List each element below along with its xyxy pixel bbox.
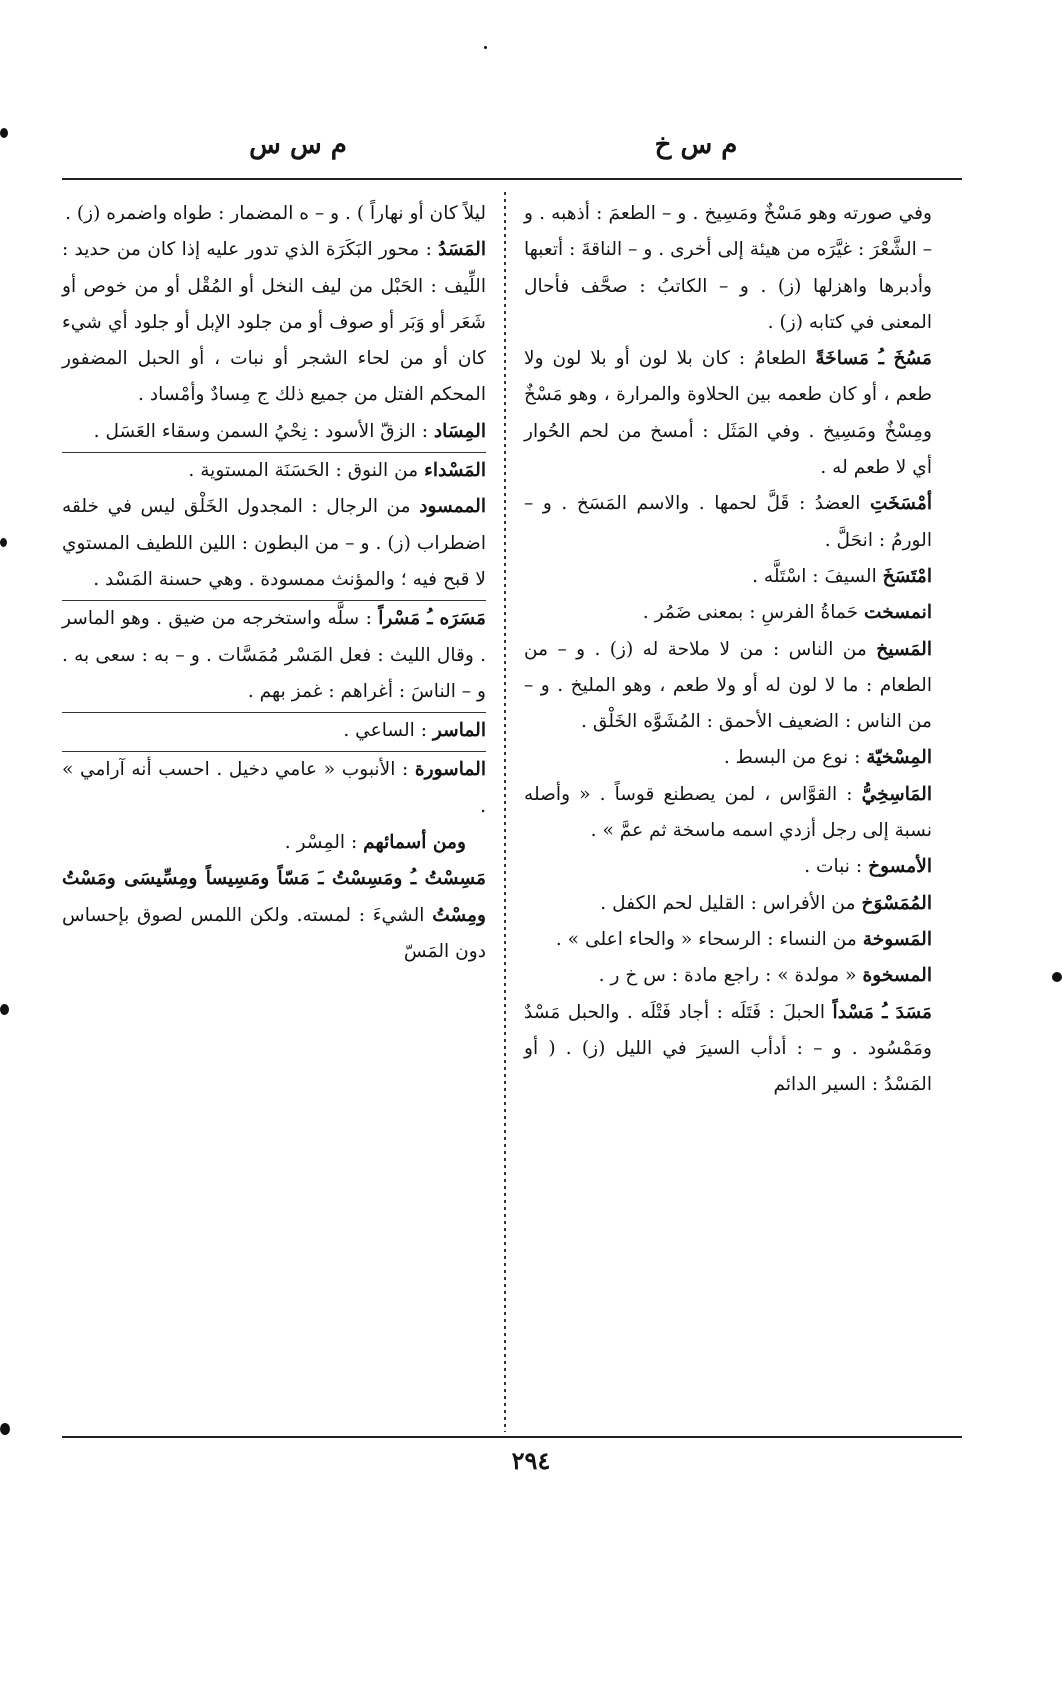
entry-text: من النساء : الرسحاء « والحاء اعلى » .: [555, 928, 863, 950]
right-column: [524, 196, 932, 1103]
left-column: [62, 196, 486, 970]
entry-headword: الممسود: [419, 496, 486, 518]
scan-speck: [1052, 972, 1062, 982]
entry-text: السيفَ : اسْتَلَّه .: [752, 565, 883, 587]
entry-headword: المَسْداء: [424, 460, 486, 482]
entry-text: من الرجال : المجدول الخَلْق ليس في خلقه اضطراب (ز) . و – من البطون : اللين اللطيف المستوي لا قبح فيه ؛ والمؤنث ممسودة . وهي حسنة المَسْد .: [62, 496, 486, 590]
entry-headword: المَاسِخِيُّ: [861, 783, 932, 805]
entry-headword: انمسخت: [864, 602, 932, 624]
entry-headword: ومن أسمائهم: [363, 832, 466, 854]
dictionary-entry: [524, 886, 932, 922]
entry-text: : القوَّاس ، لمن يصطنع قوساً . « وأصله نسبة إلى رجل أزدي اسمه ماسخة ثم عمَّ » .: [524, 783, 932, 842]
entry-text: : الساعي .: [343, 720, 433, 742]
entry-text: : محور البَكَرَة الذي تدور عليه إذا كان من حديد : اللِّيف : الحَبْل من ليف النخل أو المُقْل أو من خوص أو شَعَر أو وَبَر أو صوف أو من جلود الإبل أو جلود أي شيء كان أو من لحاء الشجر أو نبات ، أو الحبل المضفور المحكم الفتل من جميع ذلك ج مِسادٌ وأمْساد .: [62, 239, 486, 406]
entry-text: من النوق : الحَسَنَة المستوية .: [188, 460, 425, 482]
entry-text: : نبات .: [804, 856, 869, 878]
entry-headword: المسخوة: [862, 965, 932, 987]
entry-headword: المَسوخة: [862, 928, 932, 950]
dictionary-entry: [524, 559, 932, 595]
entry-headword: الأمسوخ: [868, 856, 932, 878]
entry-headword: مَسَدَ ـُ مَسْداً: [832, 1001, 932, 1023]
entry-text: الطعامُ : كان بلا لون أو بلا لون ولا طعم ، أو كان طعمه بين الحلاوة والمرارة ، وهو مَسْخٌ ومِسْخٌ ومَسِيخ . وفي المَثَل : أمسخ من لحم الحُوار أي لا طعم له .: [524, 348, 932, 479]
entry-text: وفي صورته وهو مَسْخٌ ومَسِيخ . و – الطعمَ : أذهبه . و – الشَّعْرَ : غيَّرَه من هيئة إلى أخرى . و – الناقةَ : أتعبها وأدبرها واهزلها (ز) . و – الكاتبُ : صحَّف فأحال المعنى في كتابه (ز) .: [524, 203, 932, 333]
scan-speck: [0, 1004, 9, 1015]
scan-speck: [0, 128, 8, 138]
entry-text: : الأنبوب « عامي دخيل . احسب أنه آرامي » .: [62, 759, 486, 817]
dictionary-entry: [62, 452, 486, 489]
entry-headword: مَسُخَ ـُ مَساخَةً: [815, 348, 933, 370]
entry-headword: المُمَسْوَخ: [861, 892, 932, 914]
header-rule: [62, 178, 962, 180]
entry-text: من الناس : من لا ملاحة له (ز) . و – من الطعام : ما لا لون له أو ولا طعم ، وهو المليخ . و – من الناس : الضعيف الأحمق : المُشَوَّه الخَلْق .: [524, 638, 932, 733]
header-root-left: م س س: [249, 130, 347, 160]
entry-headword: المَسَدُ: [438, 239, 486, 261]
scan-speck: [0, 538, 7, 547]
entry-text: من الأفراس : القليل لحم الكفل .: [600, 892, 862, 914]
scan-speck: [484, 46, 487, 49]
dictionary-entry: [62, 751, 486, 825]
dictionary-entry: [62, 489, 486, 598]
scan-speck: [0, 1423, 10, 1435]
page-number: ٢٩٤: [511, 1446, 551, 1475]
entry-text: الحبلَ : فَتَلَه : أجاد فَتْلَه . والحبل مَسْدٌ ومَمْسُود . و – : أدأب السيرَ في الليل (ز) . ( أو المَسْدُ : السير الدائم: [524, 1001, 932, 1096]
dictionary-entry: [524, 632, 932, 741]
dictionary-entry: [62, 196, 486, 232]
entry-headword: مَسَرَه ـُ مَسْراً: [378, 608, 487, 630]
entry-headword: امْتَسَخَ: [882, 565, 932, 587]
entry-text: ليلاً كان أو نهاراً ) . و – ه المضمار : طواه واضمره (ز) .: [65, 203, 486, 224]
dictionary-entry: [524, 341, 932, 486]
entry-headword: مَسِسْتُ ـُ ومَسِسْتُ ـَ مَسّاً ومَسِيساً ومِسِّيسَى ومَسْتُ ومِسْتُ: [62, 868, 486, 926]
dictionary-entry: [62, 825, 486, 861]
dictionary-entry: [62, 414, 486, 450]
entry-headword: الماسر: [432, 720, 486, 742]
dictionary-entry: [524, 740, 932, 776]
entry-text: : سلَّه واستخرجه من ضيق . وهو الماسر . وقال الليث : فعل المَسْر مُمَسَّات . و – به : سعى به . و – الناسَ : أغراهم : غمز بهم .: [62, 608, 486, 702]
dictionary-entry: [524, 486, 932, 559]
dictionary-entry: [62, 712, 486, 749]
header-root-right: م س خ: [654, 130, 738, 160]
entry-text: العضدُ : قَلَّ لحمها . والاسم المَسَخ . و – الورمُ : انحَلَّ .: [524, 493, 932, 551]
dictionary-entry: [524, 995, 932, 1104]
dictionary-entry: [62, 600, 486, 710]
dictionary-entry: [524, 958, 932, 994]
entry-text: : المِسْر .: [284, 832, 364, 854]
entry-text: « مولدة » : راجع مادة : س خ ر .: [598, 965, 863, 987]
entry-text: : نوع من البسط .: [723, 747, 867, 769]
entry-headword: المِسَاد: [433, 420, 486, 442]
dictionary-entry: [524, 595, 932, 631]
dictionary-entry: [524, 777, 932, 850]
dictionary-entry: [524, 922, 932, 958]
entry-headword: أمْسَخَتِ: [870, 493, 932, 515]
footer-rule: [62, 1436, 962, 1438]
column-divider: [504, 192, 506, 1432]
entry-headword: المَسيخ: [876, 638, 932, 660]
entry-text: : الزقّ الأسود : نِحْيُ السمن وسقاء العَسَل .: [93, 420, 434, 442]
entry-headword: المِسْخيّة: [866, 747, 932, 769]
dictionary-entry: [524, 849, 932, 885]
entry-text: حَماةُ الفرسِ : بمعنى ضَمُر .: [642, 602, 865, 624]
dictionary-entry: [62, 861, 486, 970]
entry-headword: الماسورة: [414, 759, 486, 781]
entry-text: الشيءَ : لمسته. ولكن اللمس لصوق بإحساس دون المَسّ: [62, 904, 486, 962]
dictionary-entry: [524, 196, 932, 341]
dictionary-entry: [62, 232, 486, 413]
